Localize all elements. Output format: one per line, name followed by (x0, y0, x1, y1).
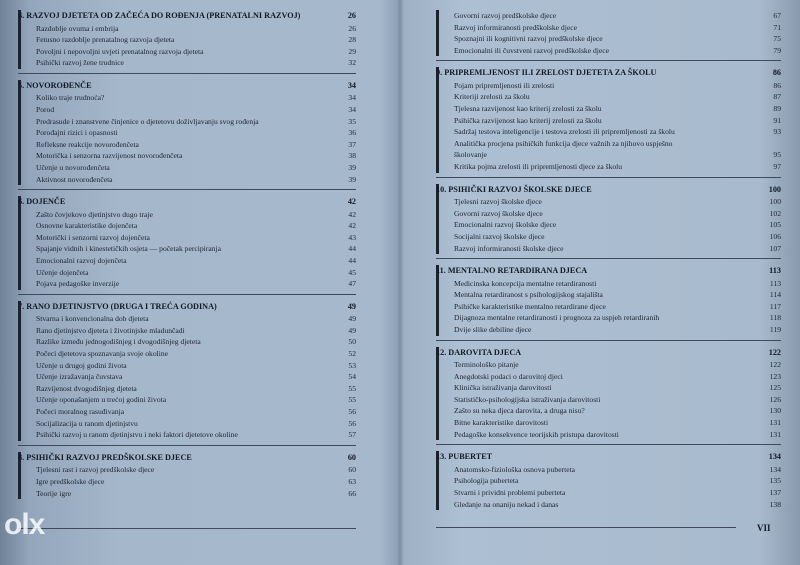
toc-entry-title: Počeci moralnog rasuđivanja (36, 407, 125, 417)
toc-entry-title: Stvarni i prividni problemi puberteta (454, 487, 566, 497)
toc-entry (18, 232, 356, 244)
chapter-title: 13. PUBERTET (436, 452, 493, 462)
toc-entry-page: 28 (348, 35, 356, 45)
toc-entry-page: 89 (773, 104, 781, 114)
toc-entry (436, 10, 781, 22)
toc-entry-page: 118 (769, 313, 781, 323)
toc-entry (18, 313, 356, 325)
toc-entry (18, 162, 356, 174)
toc-entry (436, 33, 781, 45)
toc-entry-page: 32 (348, 58, 356, 68)
toc-entry (18, 243, 356, 255)
toc-entry (436, 91, 781, 103)
toc-entry-title: Medicinska koncepcija mentalne retardiranosti (454, 278, 597, 288)
toc-entry (18, 464, 356, 476)
toc-entry (436, 359, 781, 371)
toc-entry-page: 134 (769, 464, 781, 474)
toc-entry-page: 93 (773, 127, 781, 137)
toc-entry (436, 394, 781, 406)
toc-entry-page: 34 (348, 93, 356, 103)
chapter-page: 49 (347, 301, 356, 311)
chapter-heading (18, 196, 356, 209)
toc-entry (436, 45, 781, 57)
toc-entry-title: Tjelesna razvijenost kao kriterij zrelosti za školu (454, 104, 602, 114)
toc-entry-page: 138 (769, 499, 781, 509)
toc-entry-title: Sadržaj testova inteligencije i testova zrelosti ili pripremljenosti za školu (454, 127, 675, 137)
toc-entry (18, 325, 356, 337)
toc-entry-title: Socijalizacija u ranom djetinjstvu (36, 418, 138, 428)
chapter-page: 86 (772, 68, 781, 78)
toc-entry-title: Socijalni razvoj školske djece (454, 231, 545, 241)
toc-entry (18, 220, 356, 232)
chapter-title: 9. PRIPREMLJENOST ILI ZRELOST DJETETA ZA ŠKOLU (436, 68, 657, 78)
toc-entry (436, 243, 781, 255)
toc-entry (18, 336, 356, 348)
toc-entry (436, 312, 781, 324)
toc-entry-page: 39 (348, 162, 356, 172)
toc-entry-title: Učenje u novorođenčeta (36, 162, 110, 172)
toc-entry-title: Kritika pojma zrelosti ili pripremljenosti djece za školu (454, 162, 623, 172)
toc-entry-page: 131 (769, 429, 781, 439)
toc-entry-title: Stvarna i konvencionalna dob djeteta (36, 314, 149, 324)
toc-entry (436, 417, 781, 429)
toc-entry (18, 57, 356, 69)
toc-entry-page: 137 (769, 487, 781, 497)
left-page (18, 10, 356, 499)
toc-entry (18, 406, 356, 418)
toc-chapter (18, 196, 356, 290)
toc-entry (436, 487, 781, 499)
chapter-title: 6. DOJENČE (18, 197, 66, 207)
toc-entry-title: Emocionalni ili čuvstveni razvoj predškolske djece (454, 45, 609, 55)
toc-entry-title: Razvijenost dvogodišnjeg djeteta (36, 383, 137, 393)
toc-entry (18, 360, 356, 372)
toc-entry-page: 106 (769, 231, 781, 241)
toc-entry-title: Razvoj informiranosti predškolske djece (454, 22, 577, 32)
toc-entry-title: Emocionalni razvoj školske djece (454, 220, 557, 230)
chapter-page: 34 (347, 80, 356, 90)
right-page (436, 10, 781, 510)
section-divider (436, 258, 781, 259)
toc-entry-page: 125 (769, 383, 781, 393)
toc-entry-page: 34 (348, 104, 356, 114)
toc-entry-title: Tjelesni rast i razvoj predškolske djece (36, 465, 155, 475)
toc-entry-page: 123 (769, 371, 781, 381)
toc-entry-page: 91 (773, 115, 781, 125)
toc-entry-title: Motorička i senzorna razvijenost novorođenčeta (36, 151, 183, 161)
toc-entry (18, 127, 356, 139)
chapter-title: 12. DAROVITA DJECA (436, 347, 522, 357)
toc-entry-title: Refleksne reakcije novorođenčeta (36, 139, 139, 149)
toc-entry-title: Fetusno razdoblje prenatalnog razvoja djeteta (36, 35, 175, 45)
section-divider (18, 294, 356, 295)
toc-entry (436, 289, 781, 301)
chapter-title: 11. MENTALNO RETARDIRANA DJECA (436, 266, 588, 276)
toc-entry-page: 75 (773, 34, 781, 44)
chapter-title: 10. PSIHIČKI RAZVOJ ŠKOLSKE DJECE (436, 184, 592, 194)
toc-entry-page: 47 (348, 279, 356, 289)
toc-entry-title: Koliko traje trudnoća? (36, 93, 105, 103)
toc-entry-page: 122 (769, 360, 781, 370)
toc-entry-page: 87 (773, 92, 781, 102)
chapter-heading (436, 184, 781, 197)
toc-entry-page: 107 (769, 243, 781, 253)
toc-entry-title: Kriteriji zrelosti za školu (454, 92, 530, 102)
toc-entry-title: Igre predškolske djece (36, 476, 105, 486)
toc-entry (436, 208, 781, 220)
toc-entry-page: 79 (773, 45, 781, 55)
toc-entry-page: 44 (348, 256, 356, 265)
toc-entry-title: Učenje oponašanjem u trećoj godini života (36, 395, 167, 405)
toc-entry-page: 56 (348, 418, 356, 428)
toc-entry-title: Psihička razvijenost kao kriterij zrelosti za školu (454, 115, 602, 125)
toc-entry-page: 119 (769, 324, 781, 334)
toc-chapter-continued (436, 10, 781, 56)
toc-entry-title: Dijagnoza mentalne retardiranosti i prognoza za uspjeh retardiranih (454, 313, 660, 323)
toc-entry-page: 35 (348, 116, 356, 126)
toc-entry (18, 278, 356, 290)
toc-chapter (436, 347, 781, 441)
chapter-heading (436, 347, 781, 360)
toc-entry (436, 231, 781, 243)
toc-entry-page: 131 (769, 418, 781, 428)
chapter-page: 122 (768, 347, 781, 357)
chapter-page: 42 (347, 197, 356, 207)
chapter-title: 4. RAZVOJ DJETETA OD ZAČEĆA DO ROĐENJA (PRENATALNI RAZVOJ) (18, 11, 301, 20)
toc-entry (18, 418, 356, 430)
toc-entry-page: 105 (769, 220, 781, 230)
olx-watermark-logo: olx (4, 508, 45, 541)
toc-chapter (18, 10, 356, 69)
toc-entry (18, 139, 356, 151)
chapter-page: 26 (347, 11, 356, 20)
toc-entry (436, 324, 781, 336)
toc-entry-page: 66 (348, 488, 356, 498)
toc-entry-title: Pedagoške konsekvence teorijskih pristupa darovitosti (454, 429, 619, 439)
toc-entry (18, 116, 356, 128)
toc-entry-title: Pojam pripremljenosti ili zrelosti (454, 80, 555, 90)
toc-entry-page: 113 (769, 278, 781, 288)
toc-entry-title: Razlike između jednogodišnjeg i dvogodišnjeg djeteta (36, 337, 201, 347)
toc-entry-page: 95 (773, 150, 781, 160)
toc-entry (436, 475, 781, 487)
section-divider (436, 60, 781, 61)
toc-entry-title: Analitička procjena psihičkih funkcija djece važnih za njihovo uspješno (454, 138, 673, 148)
toc-entry (436, 301, 781, 313)
chapter-title: 5. NOVOROĐENČE (18, 80, 92, 90)
toc-entry-title: Porođajni rizici i opasnosti (36, 128, 118, 138)
toc-entry-page: 63 (348, 476, 356, 486)
chapter-heading (436, 265, 781, 278)
chapter-heading (18, 452, 356, 465)
chapter-page: 100 (768, 184, 781, 194)
toc-entry-title: Teorije igre (36, 488, 72, 498)
toc-entry-page: 26 (348, 23, 356, 33)
bottom-rule-right (436, 527, 736, 528)
toc-entry-page: 55 (348, 395, 356, 405)
toc-chapter (436, 451, 781, 510)
toc-entry-title: Govorni razvoj školske djece (454, 208, 543, 218)
toc-entry (18, 46, 356, 58)
toc-entry (436, 161, 781, 173)
chapter-heading (18, 80, 356, 93)
toc-entry (18, 488, 356, 500)
toc-entry-page: 52 (348, 349, 356, 359)
toc-entry-page: 54 (348, 372, 356, 382)
section-divider (18, 189, 356, 190)
chapter-page: 60 (347, 452, 356, 462)
toc-entry-page: 29 (348, 46, 356, 56)
section-divider (18, 73, 356, 74)
toc-entry-page: 43 (348, 232, 356, 242)
toc-entry (436, 22, 781, 34)
toc-entry (18, 209, 356, 221)
toc-entry (436, 138, 781, 150)
toc-entry-title: Anegdotski podaci o darovitoj djeci (454, 371, 563, 381)
toc-entry (18, 150, 356, 162)
toc-entry-page: 55 (348, 383, 356, 393)
toc-entry (18, 371, 356, 383)
toc-entry-title: Psihički razvoj u ranom djetinjstvu i neki faktori djetetove okoline (36, 430, 238, 440)
toc-entry (436, 278, 781, 290)
toc-entry-page: 86 (773, 80, 781, 90)
toc-entry-page: 130 (769, 406, 781, 416)
toc-entry-title: Razvoj informiranosti školske djece (454, 243, 564, 253)
toc-entry-title: Osnovne karakteristike dojenčeta (36, 221, 138, 231)
toc-entry-title: Gledanje na onaniju nekad i danas (454, 499, 559, 509)
toc-entry-page: 38 (348, 151, 356, 161)
toc-entry-title: Mentalna retardiranost s psihologijskog stajališta (454, 290, 603, 300)
chapter-title: 8. PSIHIČKI RAZVOJ PREDŠKOLSKE DJECE (18, 452, 192, 462)
toc-entry-title: Počeci djetetova spoznavanja svoje okoline (36, 349, 169, 359)
toc-entry (436, 429, 781, 441)
section-divider (436, 444, 781, 445)
toc-entry-page: 42 (348, 209, 356, 219)
toc-entry-title: Terminološko pitanje (454, 360, 519, 370)
toc-entry-title: Spoznajni ili kognitivni razvoj predškolske djece (454, 34, 603, 44)
toc-entry (436, 499, 781, 511)
toc-entry (436, 115, 781, 127)
toc-entry (18, 92, 356, 104)
toc-entry (436, 371, 781, 383)
toc-entry (436, 80, 781, 92)
toc-entry (18, 476, 356, 488)
toc-entry-page: 57 (348, 430, 356, 440)
toc-entry-title: Pojava pedagoške inverzije (36, 279, 120, 289)
bottom-rule-left (18, 528, 356, 529)
toc-entry-title: Motorički i senzorni razvoj dojenčeta (36, 232, 150, 242)
toc-entry-page: 45 (348, 267, 356, 277)
chapter-page: 134 (768, 452, 781, 462)
toc-entry (18, 394, 356, 406)
toc-entry-title: Učenje dojenčeta (36, 267, 89, 277)
toc-chapter (18, 301, 356, 441)
toc-entry-page: 56 (348, 407, 356, 417)
toc-entry-page: 67 (773, 11, 781, 20)
toc-entry-page: 117 (769, 301, 781, 311)
chapter-heading (436, 451, 781, 464)
toc-entry-title: školovanje (454, 150, 487, 160)
toc-entry-page: 71 (773, 22, 781, 32)
chapter-heading (436, 67, 781, 80)
toc-entry-title: Učenje u drugoj godini života (36, 360, 127, 370)
toc-entry (18, 34, 356, 46)
toc-entry (18, 255, 356, 267)
toc-entry-title: Anatomsko-fiziološka osnova puberteta (454, 464, 576, 474)
toc-chapter (18, 452, 356, 499)
toc-entry-title: Govorni razvoj predškolske djece (454, 11, 557, 20)
toc-entry-page: 50 (348, 337, 356, 347)
toc-entry-page: 114 (769, 290, 781, 300)
toc-entry-title: Klinička istraživanja darovitosti (454, 383, 552, 393)
section-divider (436, 340, 781, 341)
toc-entry-page: 49 (348, 314, 356, 324)
toc-entry (18, 429, 356, 441)
toc-entry (436, 126, 781, 138)
toc-entry (18, 383, 356, 395)
toc-entry-page: 53 (348, 360, 356, 370)
chapter-page: 113 (769, 266, 781, 276)
toc-entry-title: Tjelesni razvoj školske djece (454, 197, 542, 207)
toc-chapter (436, 67, 781, 172)
toc-entry-title: Zašto su neka djeca darovita, a druga nisu? (454, 406, 585, 416)
toc-entry (436, 382, 781, 394)
toc-entry-page: 42 (348, 221, 356, 231)
toc-entry-title: Povoljni i nepovoljni uvjeti prenatalnog razvoja djeteta (36, 46, 204, 56)
chapter-heading (18, 10, 356, 23)
toc-entry (436, 103, 781, 115)
toc-entry (436, 196, 781, 208)
toc-entry-page: 102 (769, 208, 781, 218)
toc-entry-title: Statističko-psihologijska istraživanja darovitosti (454, 394, 601, 404)
toc-entry-title: Predrasude i znanstvene činjenice o djetetovu doživljavanju svog rođenja (36, 116, 259, 126)
toc-entry-title: Zašto čovjekovo djetinjstvo dugo traje (36, 209, 153, 219)
toc-entry-page: 135 (769, 476, 781, 486)
toc-entry-title: Emocionalni razvoj dojenčeta (36, 256, 127, 265)
chapter-title: 7. RANO DJETINJSTVO (DRUGA I TREĆA GODINA) (18, 301, 217, 311)
toc-entry-title: Rano djetinjstvo djeteta i životinjske mladunčadi (36, 325, 185, 335)
toc-entry (436, 464, 781, 476)
toc-entry (436, 149, 781, 161)
toc-entry (436, 405, 781, 417)
toc-entry (18, 104, 356, 116)
page-folio: VII (757, 523, 771, 533)
toc-entry-page: 100 (769, 197, 781, 207)
toc-entry (18, 267, 356, 279)
toc-entry-title: Dvije slike debiline djece (454, 324, 532, 334)
section-divider (18, 445, 356, 446)
toc-entry (18, 174, 356, 186)
section-divider (436, 177, 781, 178)
chapter-heading (18, 301, 356, 314)
toc-entry-title: Spajanje vidnih i kinestetičkih osjeta — početak percipiranja (36, 244, 221, 254)
toc-entry-page: 126 (769, 394, 781, 404)
toc-entry (436, 219, 781, 231)
toc-chapter (436, 265, 781, 335)
toc-entry-title: Razdoblje ovuma i embrija (36, 23, 119, 33)
toc-entry-page: 37 (348, 139, 356, 149)
toc-entry-page: 39 (348, 174, 356, 184)
toc-entry-title: Porod (36, 104, 55, 114)
toc-chapter (18, 80, 356, 185)
toc-entry-page: 97 (773, 162, 781, 172)
toc-entry-title: Psihologija puberteta (454, 476, 519, 486)
toc-entry-page: 60 (348, 465, 356, 475)
toc-entry-page: 44 (348, 244, 356, 254)
toc-entry-title: Aktivnost novorođenčeta (36, 174, 113, 184)
toc-entry-page: 49 (348, 325, 356, 335)
toc-entry-page: 36 (348, 128, 356, 138)
toc-chapter (436, 184, 781, 254)
toc-entry-title: Psihičke karakteristike mentalno retardirane djece (454, 301, 606, 311)
toc-entry (18, 23, 356, 35)
toc-entry (18, 348, 356, 360)
toc-entry-title: Učenje izražavanja čuvstava (36, 372, 123, 382)
toc-entry-title: Psihički razvoj žene trudnice (36, 58, 124, 68)
toc-entry-title: Bitne karakteristike darovitosti (454, 418, 549, 428)
